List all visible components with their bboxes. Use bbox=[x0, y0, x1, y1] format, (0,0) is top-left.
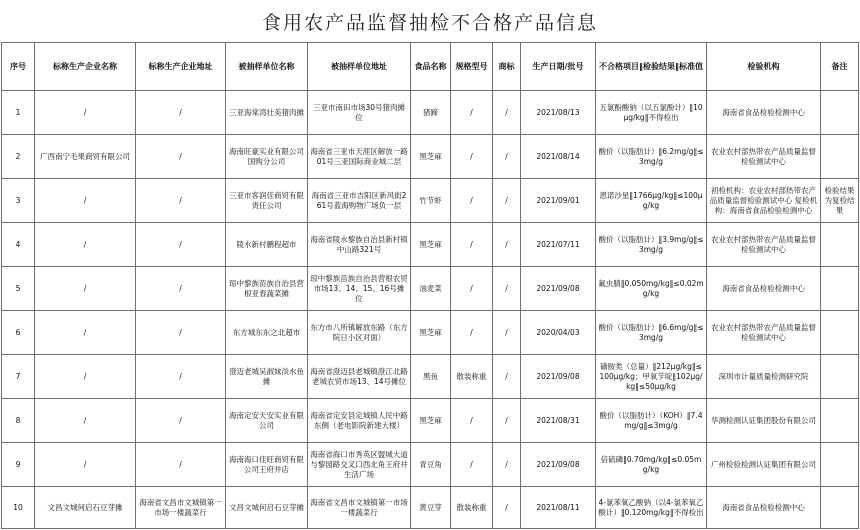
table-row bbox=[2, 179, 859, 223]
cell-note bbox=[821, 355, 859, 399]
page-title: 食用农产品监督抽检不合格产品信息 bbox=[261, 11, 598, 34]
table-row bbox=[2, 399, 859, 443]
cell-maker: / bbox=[35, 91, 136, 135]
header-note: 备注 bbox=[821, 43, 859, 91]
cell-sampled-unit-address: 三亚市南田市场30号猪肉摊位 bbox=[308, 91, 411, 135]
cell-item: 酸价（以脂肪计）‖3.9mg/g‖≤3mg/g bbox=[596, 223, 707, 267]
cell-sampled-unit: 澄迈老城吴淑妹淡水鱼摊 bbox=[226, 355, 308, 399]
cell-note bbox=[821, 223, 859, 267]
cell-brand: / bbox=[493, 311, 521, 355]
cell-maker: / bbox=[35, 399, 136, 443]
cell-maker: / bbox=[35, 355, 136, 399]
cell-date: 2021/09/08 bbox=[521, 355, 596, 399]
table-row bbox=[2, 91, 859, 135]
cell-no: 3 bbox=[2, 179, 35, 223]
cell-date: 2021/09/01 bbox=[521, 179, 596, 223]
cell-brand: / bbox=[493, 223, 521, 267]
cell-no: 8 bbox=[2, 399, 35, 443]
header-row bbox=[2, 43, 859, 91]
cell-item: 磺胺类（总量）‖212μg/kg‖≤100μg/kg；甲氧苄啶‖102μg/kg‖≤50μg/kg bbox=[596, 355, 707, 399]
cell-date: 2021/08/31 bbox=[521, 399, 596, 443]
cell-maker: 广西南宁毛果商贸有限公司 bbox=[35, 135, 136, 179]
cell-sampled-unit-address: 海南省三亚市天涯区解放一路01号三亚国际商业城二层 bbox=[308, 135, 411, 179]
cell-sampled-unit-address: 海南省海口市秀英区盟城大道与黎园路交叉口西北角王府井生活广场 bbox=[308, 443, 411, 487]
cell-maker: / bbox=[35, 311, 136, 355]
cell-sampled-unit: 东方城东东之北超市 bbox=[226, 311, 308, 355]
cell-item: 酸价（以脂肪计）‖6.2mg/g‖≤3mg/g bbox=[596, 135, 707, 179]
cell-sampled-unit-address: 海南省三亚市吉阳区新风街261号蓝海购物广场负一层 bbox=[308, 179, 411, 223]
cell-sampled-unit-address: 海南省文昌市文城镇第一市场一楼蔬菜行 bbox=[308, 487, 411, 529]
cell-sampled-unit-address: 海南省定安县定城镇人民中路东侧（老电影院新建大楼） bbox=[308, 399, 411, 443]
header-lab: 检验机构 bbox=[707, 43, 821, 91]
header-food-name: 食品名称 bbox=[411, 43, 451, 91]
cell-sampled-unit: 海南旺豪实业有限公司国购分公司 bbox=[226, 135, 308, 179]
cell-spec: / bbox=[451, 91, 493, 135]
cell-lab: 海南省食品检验检测中心 bbox=[707, 91, 821, 135]
cell-food-name: 黑芝麻 bbox=[411, 399, 451, 443]
cell-no: 2 bbox=[2, 135, 35, 179]
cell-maker-address: 海南省文昌市文城镇第一市场一楼蔬菜行 bbox=[136, 487, 226, 529]
cell-lab: 深圳市计量质量检测研究院 bbox=[707, 355, 821, 399]
cell-maker-address: / bbox=[136, 311, 226, 355]
cell-lab: 华测检测认证集团股份有限公司 bbox=[707, 399, 821, 443]
cell-maker-address: / bbox=[136, 179, 226, 223]
cell-brand: / bbox=[493, 91, 521, 135]
cell-lab: 海南省食品检验检测中心 bbox=[707, 487, 821, 529]
table-row bbox=[2, 135, 859, 179]
header-sampled-unit: 被抽样单位名称 bbox=[226, 43, 308, 91]
table-row bbox=[2, 355, 859, 399]
cell-no: 5 bbox=[2, 267, 35, 311]
cell-note: 检验结果为复检结果 bbox=[821, 179, 859, 223]
table-row bbox=[2, 487, 859, 529]
cell-no: 9 bbox=[2, 443, 35, 487]
cell-sampled-unit: 海南定安天安实业有限公司 bbox=[226, 399, 308, 443]
cell-food-name: 猪蹄 bbox=[411, 91, 451, 135]
cell-maker-address: / bbox=[136, 91, 226, 135]
cell-lab: 海南省食品检验检测中心 bbox=[707, 267, 821, 311]
cell-item: 酸价（以脂肪计）‖6.6mg/g‖≤3mg/g bbox=[596, 311, 707, 355]
cell-note bbox=[821, 311, 859, 355]
cell-sampled-unit-address: 海南省澄迈县老城镇澄江北路老城农贸市场13、14号摊位 bbox=[308, 355, 411, 399]
header-spec: 规格型号 bbox=[451, 43, 493, 91]
cell-maker: / bbox=[35, 267, 136, 311]
cell-date: 2021/08/13 bbox=[521, 91, 596, 135]
cell-spec: / bbox=[451, 311, 493, 355]
cell-brand: / bbox=[493, 399, 521, 443]
header-maker: 标称生产企业名称 bbox=[35, 43, 136, 91]
cell-lab: 农业农村部热带农产品质量监督检验测试中心 bbox=[707, 135, 821, 179]
cell-brand: / bbox=[493, 179, 521, 223]
cell-item: 氟虫腈‖0.050mg/kg‖≤0.02mg/kg bbox=[596, 267, 707, 311]
cell-lab: 广州检验检测认证集团有限公司 bbox=[707, 443, 821, 487]
cell-spec: / bbox=[451, 443, 493, 487]
cell-food-name: 黑鱼 bbox=[411, 355, 451, 399]
cell-maker: / bbox=[35, 443, 136, 487]
cell-maker-address: / bbox=[136, 355, 226, 399]
cell-brand: / bbox=[493, 487, 521, 529]
header-item: 不合格项目‖检验结果‖标准值 bbox=[596, 43, 707, 91]
cell-food-name: 黑芝麻 bbox=[411, 135, 451, 179]
table-row bbox=[2, 223, 859, 267]
cell-food-name: 黑芝麻 bbox=[411, 223, 451, 267]
cell-note bbox=[821, 443, 859, 487]
cell-no: 10 bbox=[2, 487, 35, 529]
cell-maker-address: / bbox=[136, 135, 226, 179]
cell-spec: / bbox=[451, 223, 493, 267]
cell-sampled-unit: 琼中黎族苗族自治县营根亚春蔬菜摊 bbox=[226, 267, 308, 311]
cell-item: 五氯酚酸钠（以五氯酚计）‖10μg/kg‖不得检出 bbox=[596, 91, 707, 135]
cell-food-name: 青豆角 bbox=[411, 443, 451, 487]
cell-sampled-unit: 文昌文城何启石豆芽摊 bbox=[226, 487, 308, 529]
cell-maker-address: / bbox=[136, 443, 226, 487]
cell-item: 酸价（以脂肪计）（KOH）‖7.4mg/g‖≤3mg/g bbox=[596, 399, 707, 443]
cell-note bbox=[821, 267, 859, 311]
table-row bbox=[2, 267, 859, 311]
header-no: 序号 bbox=[2, 43, 35, 91]
header-maker-address: 标称生产企业地址 bbox=[136, 43, 226, 91]
cell-spec: 散装称重 bbox=[451, 355, 493, 399]
cell-maker-address: / bbox=[136, 399, 226, 443]
cell-brand: / bbox=[493, 355, 521, 399]
cell-brand: / bbox=[493, 443, 521, 487]
cell-sampled-unit: 三亚海棠湾壮美猪肉摊 bbox=[226, 91, 308, 135]
unqualified-products-table bbox=[1, 42, 859, 529]
cell-note bbox=[821, 91, 859, 135]
cell-spec: / bbox=[451, 267, 493, 311]
cell-maker: / bbox=[35, 223, 136, 267]
cell-sampled-unit-address: 海南省陵水黎族自治县新村镇中山路321号 bbox=[308, 223, 411, 267]
cell-brand: / bbox=[493, 267, 521, 311]
cell-lab: 农业农村部热带农产品质量监督检验测试中心 bbox=[707, 311, 821, 355]
cell-sampled-unit-address: 东方市八所镇解放东路（东方院日小区对面） bbox=[308, 311, 411, 355]
cell-item: 倍硫磷‖0.70mg/kg‖≤0.05mg/kg bbox=[596, 443, 707, 487]
cell-note bbox=[821, 399, 859, 443]
table-row bbox=[2, 443, 859, 487]
cell-food-name: 竹节虾 bbox=[411, 179, 451, 223]
cell-lab: 农业农村部热带农产品质量监督检验测试中心 bbox=[707, 223, 821, 267]
cell-spec: / bbox=[451, 135, 493, 179]
cell-sampled-unit: 陵水新村鹏程超市 bbox=[226, 223, 308, 267]
cell-date: 2021/09/08 bbox=[521, 267, 596, 311]
cell-food-name: 油麦菜 bbox=[411, 267, 451, 311]
cell-date: 2021/08/14 bbox=[521, 135, 596, 179]
cell-date: 2021/07/11 bbox=[521, 223, 596, 267]
cell-note bbox=[821, 487, 859, 529]
cell-spec: / bbox=[451, 399, 493, 443]
cell-no: 1 bbox=[2, 91, 35, 135]
cell-maker: 文昌文城何启石豆芽摊 bbox=[35, 487, 136, 529]
cell-sampled-unit: 三亚市客润佳商贸有限责任公司 bbox=[226, 179, 308, 223]
table-row bbox=[2, 311, 859, 355]
cell-no: 7 bbox=[2, 355, 35, 399]
cell-spec: / bbox=[451, 179, 493, 223]
cell-brand: / bbox=[493, 135, 521, 179]
header-date: 生产日期/批号 bbox=[521, 43, 596, 91]
cell-date: 2021/08/11 bbox=[521, 487, 596, 529]
header-brand: 商标 bbox=[493, 43, 521, 91]
cell-sampled-unit-address: 琼中黎族苗族自治县营根农贸市场13、14、15、16号摊位 bbox=[308, 267, 411, 311]
cell-food-name: 黄豆芽 bbox=[411, 487, 451, 529]
cell-date: 2020/04/03 bbox=[521, 311, 596, 355]
cell-date: 2021/09/08 bbox=[521, 443, 596, 487]
cell-note bbox=[821, 135, 859, 179]
cell-food-name: 黑芝麻 bbox=[411, 311, 451, 355]
header-sampled-unit-address: 被抽样单位地址 bbox=[308, 43, 411, 91]
cell-maker: / bbox=[35, 179, 136, 223]
cell-no: 6 bbox=[2, 311, 35, 355]
cell-item: 恩诺沙星‖1766μg/kg‖≤100μg/kg bbox=[596, 179, 707, 223]
cell-no: 4 bbox=[2, 223, 35, 267]
cell-maker-address: / bbox=[136, 223, 226, 267]
cell-lab: 初检机构：农业农村部热带农产品质量监督检验测试中心 复检机构：海南省食品检验检测中心 bbox=[707, 179, 821, 223]
cell-spec: 散装称重 bbox=[451, 487, 493, 529]
cell-sampled-unit: 海南海口佳旺商贸有限公司王府井店 bbox=[226, 443, 308, 487]
cell-item: 4-氯苯氧乙酸钠（以4-氯苯氧乙酸计）‖0.120mg/kg‖不得检出 bbox=[596, 487, 707, 529]
cell-maker-address: / bbox=[136, 267, 226, 311]
